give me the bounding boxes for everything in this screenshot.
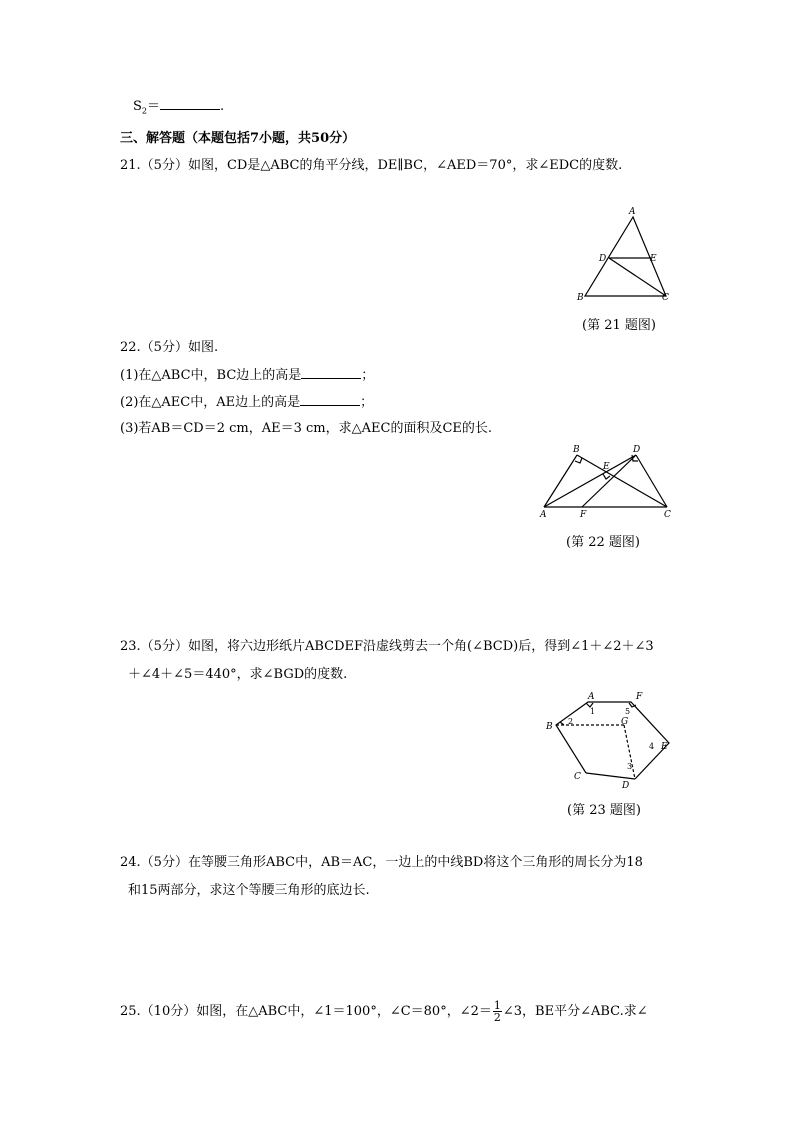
s2-subscript: 2: [141, 106, 147, 116]
q21-text: 21.（5分）如图，CD是△ABC的角平分线，DE∥BC，∠AED＝70°，求∠EDC的度数.: [120, 158, 623, 173]
q23-label-d: D: [622, 781, 630, 791]
q22-caption: (第 22 题图): [566, 535, 640, 550]
q22-part1-text: (1)在△ABC中，BC边上的高是: [120, 368, 302, 383]
q22-label-f: F: [580, 510, 587, 520]
q23-angle-3: 3: [627, 762, 633, 771]
q22-label-b: B: [573, 445, 580, 455]
q23-line1: 23.（5分）如图，将六边形纸片ABCDEF沿虚线剪去一个角(∠BCD)后，得到∠1＋∠2＋∠3: [120, 639, 654, 654]
q21-label-b: B: [577, 293, 584, 303]
q25-line1: [120, 1000, 648, 1023]
q25-text-post: ∠3，BE平分∠ABC.求∠: [502, 1004, 648, 1019]
q23-label-g: G: [621, 717, 629, 727]
q21-label-e: E: [650, 254, 657, 264]
q21-label-d: D: [599, 254, 607, 264]
q23-caption: (第 23 题图): [567, 803, 641, 818]
q23-angle-5: 5: [625, 707, 631, 716]
s2-label: S: [133, 99, 142, 114]
q23-label-e: E: [661, 742, 668, 752]
section-heading: 三、解答题（本题包括7小题，共50分）: [120, 131, 356, 146]
q22-part2-end: ；: [360, 395, 374, 410]
q21-label-a: A: [629, 207, 636, 217]
s2-equals: ＝: [147, 99, 161, 114]
q23-line2: ＋∠4＋∠5＝440°，求∠BGD的度数.: [128, 667, 348, 682]
s2-period: .: [220, 99, 225, 114]
q22-label-c: C: [664, 510, 671, 520]
q22-part3: (3)若AB＝CD＝2 cm，AE＝3 cm，求△AEC的面积及CE的长.: [120, 421, 493, 436]
q22-label-e: E: [603, 462, 610, 472]
q25-fraction-num: 1: [493, 999, 501, 1012]
q24-line1: 24.（5分）在等腰三角形ABC中，AB＝AC，一边上的中线BD将这个三角形的周长分为18: [120, 855, 643, 870]
q22-part2-text: (2)在△AEC中，AE边上的高是: [120, 395, 301, 410]
q23-label-b: B: [546, 722, 553, 732]
q22-title: 22.（5分）如图.: [120, 340, 219, 355]
q22-label-a: A: [540, 510, 547, 520]
q25-fraction-den: 2: [493, 1011, 501, 1024]
q22-label-d: D: [633, 445, 641, 455]
q23-label-a: A: [588, 692, 595, 702]
q23-angle-2: 2: [568, 717, 574, 726]
q25-text-pre: 25.（10分）如图，在△ABC中，∠1＝100°，∠C＝80°，∠2＝: [120, 1004, 492, 1019]
q23-label-f: F: [636, 692, 643, 702]
q21-label-c: C: [662, 293, 669, 303]
q23-angle-1: 1: [590, 707, 596, 716]
q22-part1-end: ；: [361, 368, 375, 383]
q23-label-c: C: [574, 772, 581, 782]
q25-fraction: [493, 1000, 502, 1023]
q23-angle-4: 4: [649, 742, 655, 751]
q21-caption: (第 21 题图): [582, 318, 656, 333]
q24-line2: 和15两部分，求这个等腰三角形的底边长.: [128, 883, 370, 898]
